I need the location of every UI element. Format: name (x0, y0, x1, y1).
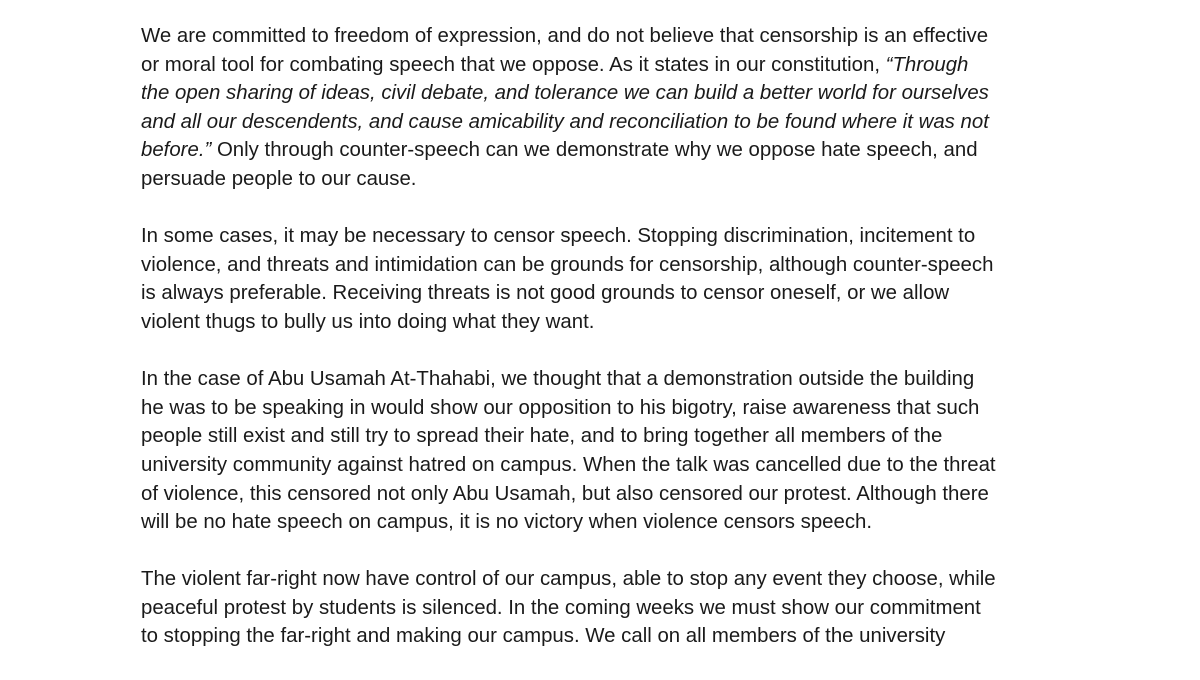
text-line (141, 279, 1051, 308)
quote-text-segment: the open sharing of ideas, civil debate, and tolerance we can build a better world for ourselves (141, 82, 989, 105)
paragraph-2 (141, 222, 1051, 336)
text-line (141, 451, 1051, 480)
paragraph-1 (141, 22, 1051, 194)
text-segment: Only through counter-speech can we demonstrate why we oppose hate speech, and (211, 139, 978, 162)
text-segment: In the case of Abu Usamah At-Thahabi, we thought that a demonstration outside the building (141, 368, 975, 391)
text-line (141, 480, 1051, 509)
text-segment: violence, and threats and intimidation can be grounds for censorship, although counter-speech (141, 253, 994, 276)
text-line (141, 108, 1051, 137)
text-line (141, 422, 1051, 451)
text-segment: to stopping the far-right and making our campus. We call on all members of the university (141, 625, 946, 648)
text-segment: he was to be speaking in would show our opposition to his bigotry, raise awareness that such (141, 396, 980, 419)
paragraph-4 (141, 565, 1051, 651)
text-line (141, 594, 1051, 623)
text-segment: In some cases, it may be necessary to censor speech. Stopping discrimination, incitement to (141, 225, 976, 248)
text-line (141, 22, 1051, 51)
quote-text-segment: before.” (141, 139, 212, 162)
text-line (141, 251, 1051, 280)
text-line (141, 165, 1051, 194)
text-line (141, 622, 1051, 651)
text-line (141, 136, 1051, 165)
text-segment: is always preferable. Receiving threats is not good grounds to censor oneself, or we allow (141, 282, 950, 305)
text-line (141, 365, 1051, 394)
text-line (141, 79, 1051, 108)
quote-text-segment: “Through (885, 53, 969, 76)
text-segment: people still exist and still try to spread their hate, and to bring together all members of the (141, 425, 943, 448)
text-segment: violent thugs to bully us into doing what they want. (141, 310, 595, 333)
text-line (141, 508, 1051, 537)
text-line (141, 51, 1051, 80)
text-segment: will be no hate speech on campus, it is no victory when violence censors speech. (141, 511, 873, 534)
text-segment: or moral tool for combating speech that we oppose. As it states in our constitution, (141, 53, 886, 76)
text-segment: peaceful protest by students is silenced. In the coming weeks we must show our commitment (141, 596, 981, 619)
text-line (141, 308, 1051, 337)
document-body (141, 22, 1051, 680)
text-line (141, 565, 1051, 594)
paragraph-3 (141, 365, 1051, 537)
quote-text-segment: and all our descendents, and cause amicability and reconciliation to be found where it was not (141, 110, 989, 133)
text-segment: university community against hatred on campus. When the talk was cancelled due to the threat (141, 453, 996, 476)
text-line (141, 222, 1051, 251)
text-segment: of violence, this censored not only Abu Usamah, but also censored our protest. Although there (141, 482, 989, 505)
text-line (141, 394, 1051, 423)
text-segment: persuade people to our cause. (141, 167, 417, 190)
text-segment: The violent far-right now have control of our campus, able to stop any event they choose, while (141, 568, 996, 591)
text-segment: We are committed to freedom of expression, and do not believe that censorship is an effective (141, 25, 989, 47)
